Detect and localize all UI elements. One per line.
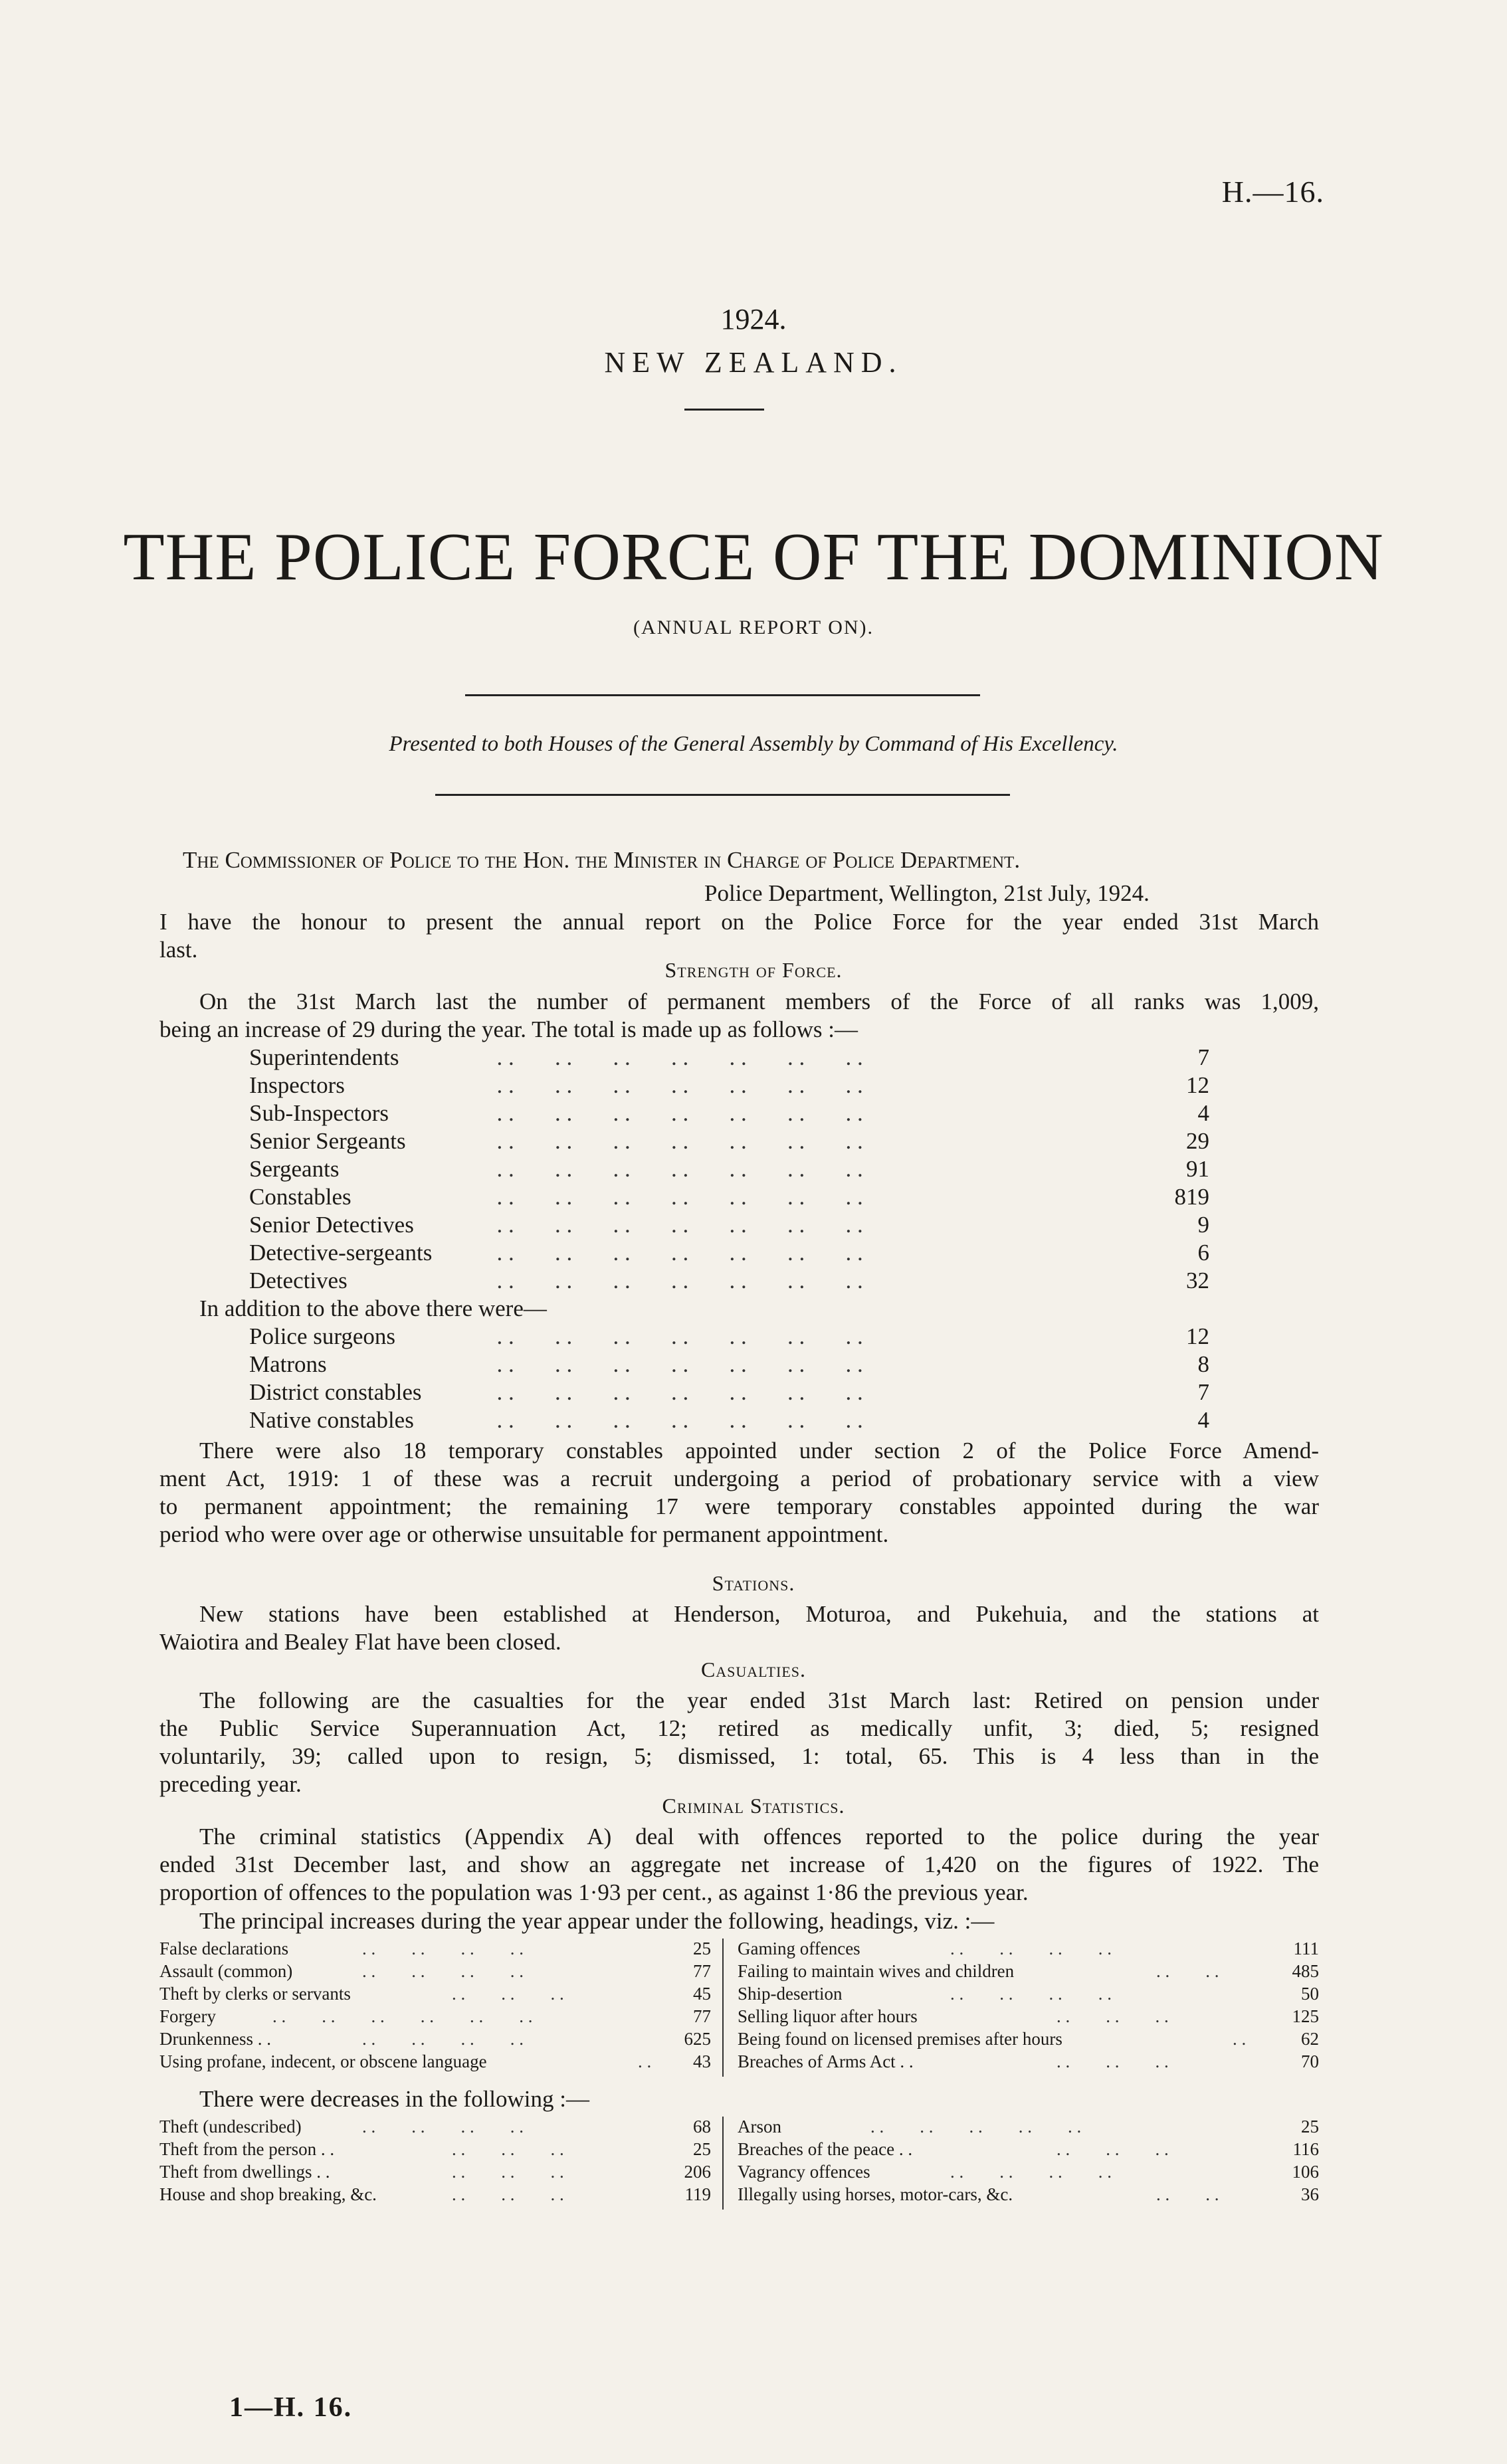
increases-column-divider	[722, 1939, 724, 2077]
strength-heading: Strength of Force.	[664, 958, 843, 982]
temporary-line2: ment Act, 1919: 1 of these was a recruit undergoing a period of probationary service with a view	[159, 1466, 1319, 1491]
decrease-row-right: Breaches of the peace . . . . . . . . 116	[738, 2139, 1319, 2159]
strength-para-line2: being an increase of 29 during the year. The total is made up as follows :—	[159, 1016, 858, 1042]
rank-row: Senior Detectives . . . . . . . . . . . . . . 9	[249, 1212, 1209, 1238]
increase-row-left: False declarations . . . . . . . . 25	[159, 1939, 711, 1958]
rank-row: Constables . . . . . . . . . . . . . . 819	[249, 1184, 1209, 1210]
stations-line1: New stations have been established at Henderson, Moturoa, and Pukehuia, and the stations at	[199, 1601, 1319, 1627]
additional-row: Native constables . . . . . . . . . . . . . . 4	[249, 1407, 1209, 1433]
criminal-line3: proportion of offences to the population was 1·93 per cent., as against 1·86 the previous year.	[159, 1879, 1029, 1905]
stations-heading: Stations.	[712, 1571, 795, 1595]
rank-row: Detective-sergeants . . . . . . . . . . . . . . 6	[249, 1240, 1209, 1266]
decrease-row-left: Theft (undescribed) . . . . . . . . 68	[159, 2117, 711, 2136]
increase-row-right: Ship-desertion . . . . . . . . 50	[738, 1984, 1319, 2004]
presented-divider-bottom	[435, 794, 1010, 796]
rank-row: Superintendents . . . . . . . . . . . . . . 7	[249, 1044, 1209, 1070]
presented-line: Presented to both Houses of the General Assembly by Command of His Excellency.	[389, 732, 1118, 756]
rank-row: Senior Sergeants . . . . . . . . . . . . . . 29	[249, 1128, 1209, 1154]
country-heading: NEW ZEALAND.	[604, 346, 903, 379]
temporary-line4: period who were over age or otherwise unsuitable for permanent appointment.	[159, 1521, 889, 1547]
rank-row: Inspectors . . . . . . . . . . . . . . 12	[249, 1072, 1209, 1098]
additional-row: District constables . . . . . . . . . . . . . . 7	[249, 1379, 1209, 1405]
decrease-row-left: Theft from dwellings . . . . . . . . 206	[159, 2162, 711, 2182]
report-subtitle: (ANNUAL REPORT ON).	[633, 616, 874, 638]
report-year: 1924.	[720, 303, 787, 335]
additional-row: Matrons . . . . . . . . . . . . . . 8	[249, 1351, 1209, 1377]
criminal-line1: The criminal statistics (Appendix A) deal with offences reported to the police during the year	[199, 1824, 1319, 1849]
letter-dateline: Police Department, Wellington, 21st July, 1924.	[704, 880, 1150, 906]
casualties-line2: the Public Service Superannuation Act, 12; retired as medically unfit, 3; died, 5; resigned	[159, 1715, 1319, 1741]
increase-row-left: Drunkenness . . . . . . . . . . 625	[159, 2029, 711, 2049]
increase-row-left: Forgery . . . . . . . . . . . . 77	[159, 2006, 711, 2026]
letter-intro-line1: I have the honour to present the annual report on the Police Force for the year ended 31st March	[159, 909, 1319, 935]
document-reference: H.—16.	[1221, 175, 1324, 209]
rank-row: Sergeants . . . . . . . . . . . . . . 91	[249, 1156, 1209, 1182]
stations-line2: Waiotira and Bealey Flat have been closed.	[159, 1629, 561, 1655]
decreases-column-divider	[722, 2117, 724, 2210]
increase-row-right: Being found on licensed premises after hours . . 62	[738, 2029, 1319, 2049]
rank-row: Detectives . . . . . . . . . . . . . . 32	[249, 1268, 1209, 1293]
criminal-heading: Criminal Statistics.	[662, 1794, 845, 1818]
rank-row: Sub-Inspectors . . . . . . . . . . . . . . 4	[249, 1100, 1209, 1126]
increase-row-left: Using profane, indecent, or obscene language . . 43	[159, 2051, 711, 2071]
presented-divider-top	[465, 694, 980, 696]
casualties-line3: voluntarily, 39; called upon to resign, 5; dismissed, 1: total, 65. This is 4 less than in the	[159, 1743, 1319, 1769]
increase-row-right: Breaches of Arms Act . . . . . . . . 70	[738, 2051, 1319, 2071]
casualties-line1: The following are the casualties for the year ended 31st March last: Retired on pension under	[199, 1687, 1319, 1713]
temporary-line3: to permanent appointment; the remaining 17 were temporary constables appointed during the war	[159, 1493, 1319, 1519]
criminal-line2: ended 31st December last, and show an aggregate net increase of 1,420 on the figures of 1922. The	[159, 1851, 1319, 1877]
report-title: THE POLICE FORCE OF THE DOMINION	[123, 520, 1384, 595]
decreases-intro: There were decreases in the following :—	[199, 2086, 589, 2112]
strength-para-line1: On the 31st March last the number of permanent members of the Force of all ranks was 1,009,	[199, 989, 1319, 1014]
increase-row-right: Selling liquor after hours . . . . . . 125	[738, 2006, 1319, 2026]
increase-row-left: Theft by clerks or servants . . . . . . 45	[159, 1984, 711, 2004]
letter-intro-line2: last.	[159, 937, 198, 963]
decrease-row-right: Vagrancy offences . . . . . . . . 106	[738, 2162, 1319, 2182]
letter-addressee: The Commissioner of Police to the Hon. the Minister in Charge of Police Department.	[183, 847, 1021, 873]
addition-intro: In addition to the above there were—	[199, 1295, 547, 1321]
casualties-line4: preceding year.	[159, 1771, 302, 1797]
casualties-heading: Casualties.	[700, 1658, 807, 1681]
decrease-row-left: House and shop breaking, &c. . . . . . . 119	[159, 2184, 711, 2204]
page-signature: 1—H. 16.	[229, 2392, 353, 2423]
increase-row-left: Assault (common) . . . . . . . . 77	[159, 1961, 711, 1981]
title-divider-short	[684, 409, 764, 411]
increase-row-right: Gaming offences . . . . . . . . 111	[738, 1939, 1319, 1958]
decrease-row-right: Illegally using horses, motor-cars, &c. . . . . 36	[738, 2184, 1319, 2204]
decrease-row-right: Arson . . . . . . . . . . 25	[738, 2117, 1319, 2136]
increase-row-right: Failing to maintain wives and children . . . . 485	[738, 1961, 1319, 1981]
temporary-line1: There were also 18 temporary constables appointed under section 2 of the Police Force Amend-	[199, 1438, 1319, 1464]
increases-intro: The principal increases during the year appear under the following, headings, viz. :—	[199, 1908, 995, 1934]
decrease-row-left: Theft from the person . . . . . . . . 25	[159, 2139, 711, 2159]
additional-row: Police surgeons . . . . . . . . . . . . . . 12	[249, 1323, 1209, 1349]
